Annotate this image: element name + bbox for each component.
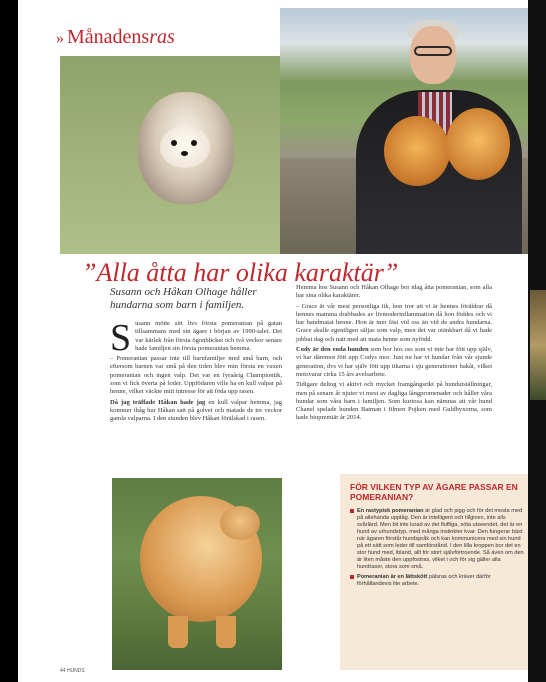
sidebar-title: FÖR VILKEN TYP AV ÄGARE PASSAR EN POMERANIAN? [350, 482, 518, 502]
paragraph: Susann mötte sitt livs första pomeranian på gatan tillsammans med sin ägare i början av 1990-talet. Det var kärlek från första ögonblicket och två veckor senare hade familjen sin första pomeranian hemma. [110, 317, 282, 359]
chevron-icon: » [56, 30, 64, 47]
lead-phrase: Då jag träffade Håkan hade jag [110, 398, 206, 406]
list-item: En rastypisk pomeranian är glad och pigg och för det mesta med på allehanda upptåg. Den är intelligent och tillgiven, inte alls svårlärd. Men bli inte lurad av det fluffiga, söta utseendet, det är en hund av urhundstyp, med många instinkter kvar. Den fungerar bäst när ägaren förstår hundspråk och kan kommunicera med sin hund på ett sätt som leder till samförstånd. I den lilla kroppen bor det en stor hund med, ibland, allt för stort självförtroende. Så även om den är liten måste den uppfostras, vilket i och för sig gäller alla hundraser, stora som små. [350, 508, 524, 571]
article-column-right [296, 284, 492, 425]
sidebar-list [340, 508, 528, 588]
article-column-left [110, 317, 282, 426]
paragraph: Då jag träffade Håkan hade jag en kull valpar hemma, jag kommer ihåg hur Håkan satt på golvet och matade de tre veckor gamla valparna. I den stunden blev Håkan förälskad i rasen. [110, 398, 282, 423]
section-italic: ras [149, 26, 175, 48]
owner-with-dogs-photo [280, 8, 528, 254]
section-label [56, 26, 175, 49]
paragraph: – Grace är vår mest personliga tik, hon tror att vi är hennes föräldrar då hennes mamma drabbades av livmoderinflammation då hon föddes och vi har handmatat henne. Hon är mer fäst vid oss än vid de andra hundarna. Grace skulle egentligen säljas som valp, men det var otänkbart då vi hade jobbat dag och natt med att mata henne som nyfödd. [296, 302, 492, 343]
owner-type-sidebar [340, 474, 528, 670]
paragraph: Tidigare deltog vi aktivt och mycket framgångsrikt på hundutställningar, men på senare år njuter vi mest av dagliga långpromenader och håller våra hundar som våra barn i familjen. Som kuriosa kan nämnas att vår hund Chanel spelade hunden Batman i filmen Pojken med Guldbyxorna, som hade biopremiär år 2014. [296, 381, 492, 422]
page-footer: 44 HUNDS [60, 668, 85, 674]
next-page-photo-strip [530, 290, 546, 400]
paragraph: Cody är den enda hunden som bor hos oss som vi inte har fött upp själv, vi har däremot fött upp Codys mor. Just nu har vi hundar från vår sjunde generation, dvs vi har själv fött upp tikarna i sju generationer bakåt, vilket motsvarar cirka 15 års avelsarbete. [296, 346, 492, 378]
section-prefix: Månadens [67, 26, 150, 48]
article-subheadline: Susann och Håkan Olhage håller hundarna som barn i familjen. [110, 286, 257, 311]
puppy-photo [60, 56, 282, 254]
article-headline: ”Alla åtta har olika karaktär” [82, 258, 399, 287]
paragraph: Hemma hos Susann och Håkan Olhage bor idag åtta pomeranian, som alla har sina olika karaktärer. [296, 284, 492, 300]
bullet-icon [350, 575, 354, 579]
dropcap: S [110, 317, 132, 359]
bullet-icon [350, 509, 354, 513]
paragraph: – Pomeranian passar inte till barnfamiljer med små barn, och eftersom barnen var små på den tiden blev min första en vuxen pomeranian och ingen valp. Det var en fyraårig Championtik, som vi fick överta på foder. Uppfödaren ville ha en kull valpar på henne, vilket väckte mitt intresse för att föda upp rasen. [110, 355, 282, 396]
magazine-page [18, 0, 528, 682]
lead-phrase: Cody är den enda hunden [296, 346, 369, 354]
list-item: Pomeranian är en lättskött pälsras och kräver därför förhållandevis lite arbete. [350, 574, 524, 588]
pomeranian-photo [112, 478, 282, 670]
